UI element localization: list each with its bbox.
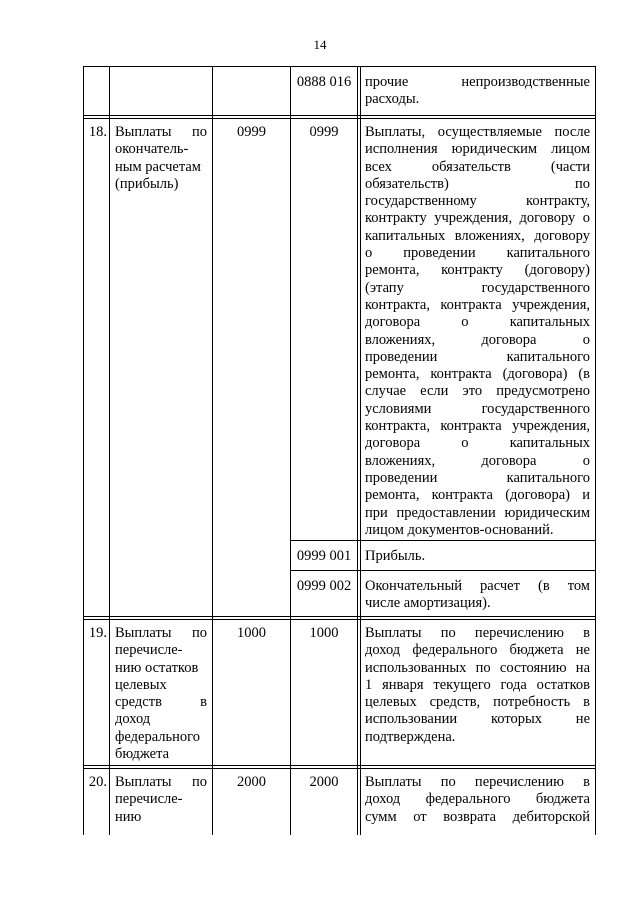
name-line: нию остатков	[115, 659, 199, 676]
description-line: контракту учреждения, договору о	[365, 210, 590, 227]
description-line: (этапу государственного	[365, 279, 590, 296]
description-line: вложениях, договора о	[365, 331, 590, 348]
subrow-divider	[291, 540, 596, 541]
row-name	[115, 625, 207, 763]
description-line: договора о капитальных	[365, 435, 590, 452]
description-line: числе амортизация).	[365, 595, 491, 612]
row-number: 20.	[88, 774, 107, 790]
row-divider	[83, 115, 596, 116]
description-line: при предоставлении юридическим	[365, 504, 590, 521]
name-line: доход	[115, 711, 151, 728]
description-line: ремонта, контракта (договора) и	[365, 487, 590, 504]
prev-subcode: 0888 016	[296, 74, 352, 90]
description-line: контракта, контракта учреждения,	[365, 418, 590, 435]
description-line: лицом документов-оснований.	[365, 521, 554, 538]
name-line: перечисле-	[115, 791, 183, 808]
description-line: проведении капитального	[365, 469, 590, 486]
description-line: расходы.	[365, 91, 420, 108]
description-line: вложениях, договора о	[365, 452, 590, 469]
name-line: перечисле-	[115, 642, 183, 659]
name-line: целевых	[115, 676, 167, 693]
description-line: государственному контракту,	[365, 193, 590, 210]
prev-description	[365, 74, 590, 109]
name-line: средств в	[115, 694, 207, 711]
row-divider	[83, 765, 596, 766]
description-line: доход федерального бюджета	[365, 791, 590, 808]
row-divider	[83, 118, 596, 119]
name-line: нию	[115, 808, 142, 825]
name-line: ным расчетам	[115, 158, 201, 175]
row-divider	[83, 616, 596, 617]
name-line: (прибыль)	[115, 175, 179, 192]
description-line: проведении капитального	[365, 348, 590, 365]
description-line: Окончательный расчет (в том	[365, 578, 590, 594]
description-line: договора о капитальных	[365, 314, 590, 331]
description-line: использовании которых не	[365, 711, 590, 728]
subrow-description	[365, 578, 590, 613]
description-line: ремонта, контракту (договору)	[365, 262, 590, 279]
row-number: 18.	[88, 124, 107, 140]
name-line: Выплаты по	[115, 625, 207, 641]
page-number: 14	[313, 37, 327, 52]
description-line: обязательств) по	[365, 175, 590, 192]
name-line: федерального	[115, 728, 200, 745]
subrow-description: Прибыль.	[365, 548, 426, 564]
row-code: 1000	[237, 625, 266, 641]
row-subcode: 0999	[309, 124, 339, 140]
description-line: доход федерального бюджета не	[365, 642, 590, 659]
col-border	[109, 66, 110, 835]
name-line: окончатель-	[115, 141, 189, 158]
row-name	[115, 124, 207, 193]
col-border	[595, 66, 596, 835]
description-line: капитальных вложениях, договору	[365, 227, 590, 244]
row-description	[365, 124, 590, 539]
row-divider	[83, 768, 596, 769]
name-line: Выплаты по	[115, 124, 207, 140]
description-line: прочие непроизводственные	[365, 74, 590, 90]
name-line: Выплаты по	[115, 774, 207, 790]
description-line: исполнения юридическим лицом	[365, 141, 590, 158]
row-divider	[83, 619, 596, 620]
description-line: ремонта, контракта (договора) (в	[365, 366, 590, 383]
description-line: случае если это предусмотрено	[365, 383, 590, 400]
description-line: условиями государственного	[365, 400, 590, 417]
col-border	[360, 66, 361, 835]
description-line: 1 января текущего года остатков	[365, 676, 590, 693]
description-line: Выплаты по перечислению в	[365, 774, 590, 790]
col-border	[357, 66, 358, 835]
description-line: подтверждена.	[365, 728, 456, 745]
row-code: 2000	[237, 774, 266, 790]
subrow-divider	[291, 570, 596, 571]
description-line: контракта, контракта учреждения,	[365, 296, 590, 313]
row-number: 19.	[88, 625, 107, 641]
col-border	[83, 66, 84, 835]
row-subcode: 2000	[309, 774, 339, 790]
table-top-border	[83, 66, 596, 67]
description-line: всех обязательств (части	[365, 158, 590, 175]
description-line: сумм от возврата дебиторской	[365, 808, 590, 825]
row-name	[115, 774, 207, 826]
col-border	[290, 66, 291, 835]
row-description	[365, 625, 590, 746]
subrow-code: 0999 002	[296, 578, 352, 594]
subrow-code: 0999 001	[296, 548, 352, 564]
description-line: целевых средств, потребность в	[365, 694, 590, 711]
description-line: использованных по состоянию на	[365, 659, 590, 676]
row-description	[365, 774, 590, 826]
name-line: бюджета	[115, 746, 170, 763]
description-line: Выплаты, осуществляемые после	[365, 124, 590, 140]
col-border	[212, 66, 213, 835]
row-subcode: 1000	[309, 625, 339, 641]
description-line: Выплаты по перечислению в	[365, 625, 590, 641]
row-code: 0999	[237, 124, 266, 140]
description-line: о проведении капитального	[365, 245, 590, 262]
